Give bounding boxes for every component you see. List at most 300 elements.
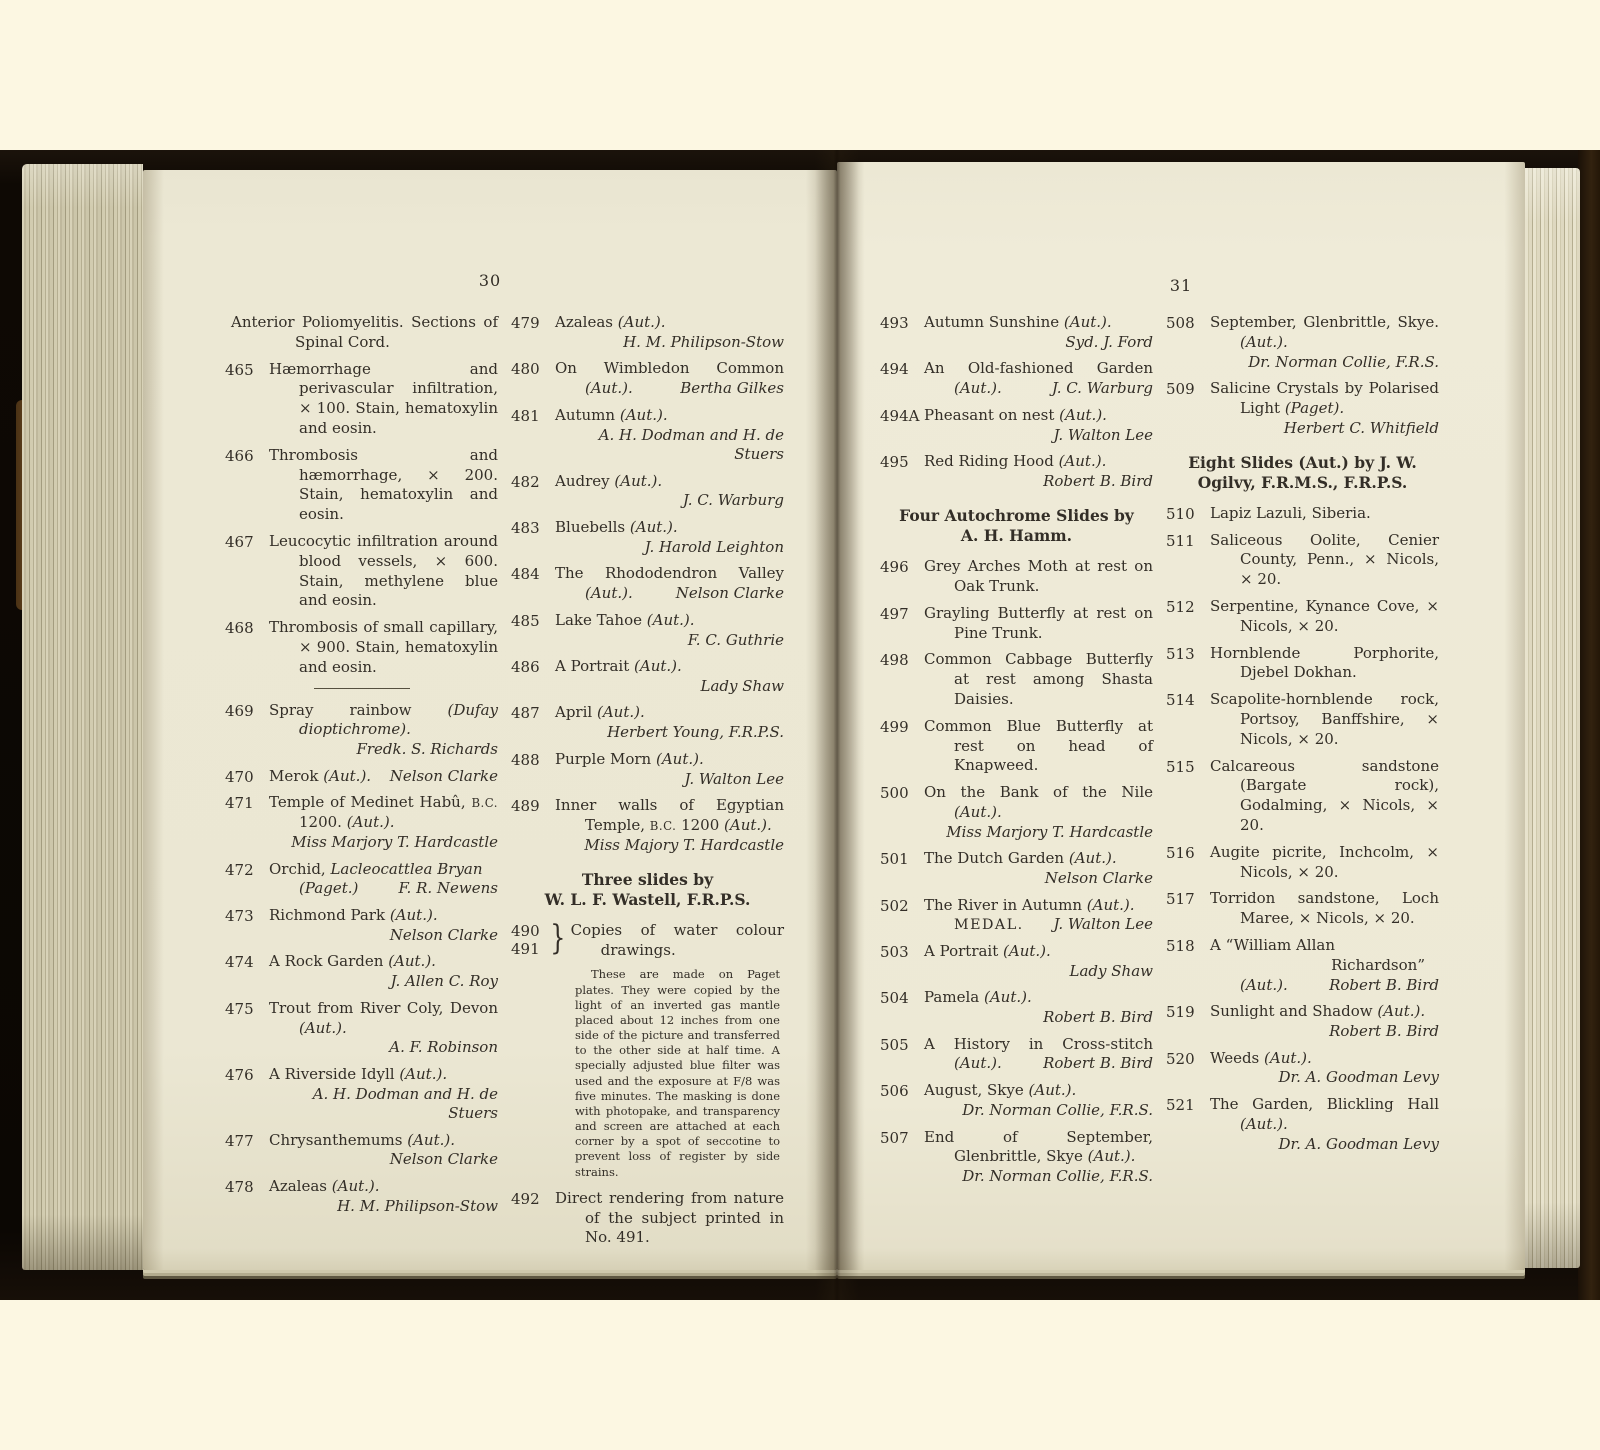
- entry-body: [555, 611, 784, 650]
- entry-number: 481: [511, 406, 540, 425]
- entry-title: Red Riding Hood (Aut.).: [924, 452, 1107, 471]
- entry-body: [1210, 889, 1439, 929]
- catalog-entry: [880, 313, 1153, 352]
- catalog-entry: [1166, 889, 1439, 929]
- section-heading-line: Three slides by: [581, 870, 714, 890]
- catalog-entry: [511, 703, 784, 742]
- entry-author: J. C. Warburg: [682, 491, 784, 510]
- catalog-entry: [1166, 379, 1439, 438]
- entry-author: Dr. Norman Collie, F.R.S.: [962, 1167, 1153, 1186]
- entry-title: The Dutch Garden (Aut.).: [924, 849, 1117, 868]
- title-segment: (Aut.).: [389, 906, 438, 925]
- entry-author: Robert B. Bird: [1043, 471, 1153, 490]
- entry-number: 487: [511, 704, 540, 723]
- entry-author: A. H. Dodman and H. de Stuers: [598, 425, 784, 464]
- entry-number: 473: [225, 907, 254, 926]
- catalog-entry: [1166, 644, 1439, 684]
- left-page-column-2: [511, 313, 784, 1255]
- entry-number: 484: [511, 565, 540, 584]
- entry-author: Miss Marjory T. Hardcastle: [946, 822, 1153, 841]
- entry-number: 474: [225, 953, 254, 972]
- entry-title: A History in Cross-stitch (Aut.). Robert B. Bird: [924, 1034, 1153, 1073]
- entry-title: Lapiz Lazuli, Siberia.: [1210, 503, 1371, 522]
- catalog-entry: [1166, 757, 1439, 836]
- entry-title: Saliceous Oolite, Cenier County, Penn., × Nicols, × 20.: [1210, 530, 1439, 589]
- catalog-entry: [511, 472, 784, 511]
- entry-number: 513: [1166, 644, 1195, 663]
- left-page-column-1: [225, 313, 498, 1255]
- catalog-entry: [511, 1189, 784, 1248]
- entry-body: [924, 896, 1153, 936]
- entry-body: [924, 452, 1153, 491]
- entry-body: [269, 906, 498, 945]
- entry-number: 511: [1166, 531, 1195, 550]
- catalog-entry: [1166, 1095, 1439, 1154]
- entry-author: Miss Marjory T. Hardcastle: [291, 833, 498, 852]
- title-segment: (Aut.).: [1058, 452, 1107, 471]
- entry-body: [269, 618, 498, 677]
- entry-number: 501: [880, 850, 909, 869]
- entry-body: [1210, 1095, 1439, 1154]
- entry-author: J. Walton Lee: [1053, 915, 1153, 934]
- entry-number: 512: [1166, 598, 1195, 617]
- catalog-entry: [880, 406, 1153, 445]
- entry-body: [924, 313, 1153, 352]
- entry-number: 477: [225, 1131, 254, 1150]
- entry-number: 492: [511, 1189, 540, 1208]
- entry-title: On the Bank of the Nile (Aut.).: [924, 783, 1153, 821]
- title-segment: B.C.: [649, 818, 677, 833]
- title-segment: Richardson”: [1331, 955, 1425, 974]
- title-segment: (Aut.).: [1063, 313, 1112, 331]
- title-segment: (Aut.).: [388, 952, 436, 971]
- entry-number: [511, 921, 555, 961]
- catalog-entry: [511, 796, 784, 855]
- entry-body: [269, 767, 498, 787]
- entry-author: F. R. Newens: [398, 879, 498, 898]
- entry-number: 517: [1166, 890, 1195, 909]
- entry-author: Nelson Clarke: [389, 925, 498, 944]
- entry-number: 467: [225, 532, 254, 551]
- entry-body: [269, 1065, 498, 1124]
- entry-title: Torridon sandstone, Loch Maree, × Nicols, × 20.: [1210, 889, 1439, 928]
- entry-body: [924, 783, 1153, 842]
- entry-title: End of September, Glenbrittle, Skye (Aut.).: [924, 1127, 1153, 1166]
- entry-body: [924, 557, 1153, 597]
- entry-author: H. M. Philipson-Stow: [623, 332, 784, 351]
- entry-title: The River in Autumn (Aut.). MEDAL. J. Walton Lee: [924, 895, 1153, 934]
- entry-title: Lake Tahoe (Aut.).: [555, 610, 695, 629]
- entry-body: [1210, 936, 1439, 995]
- entry-body: [924, 406, 1153, 445]
- title-segment: (Aut.).: [1003, 942, 1051, 961]
- entry-body: [269, 446, 498, 525]
- entry-author: Dr. Norman Collie, F.R.S.: [1248, 352, 1439, 371]
- divider-rule: [314, 688, 410, 689]
- entry-number: 499: [880, 717, 909, 736]
- entry-title: A Portrait (Aut.).: [924, 942, 1051, 961]
- catalog-entry: [1166, 843, 1439, 883]
- catalog-entry: [225, 313, 498, 353]
- entry-title: Bluebells (Aut.).: [555, 517, 678, 536]
- catalog-entry: [880, 942, 1153, 981]
- entry-title: Temple of Medinet Habû, B.C. 1200. (Aut.).: [269, 793, 498, 832]
- entry-title: Serpentine, Kynance Cove, × Nicols, × 20.: [1210, 597, 1439, 635]
- catalog-entry: [225, 999, 498, 1058]
- entry-number: 504: [880, 989, 909, 1008]
- entry-author: F. C. Guthrie: [687, 630, 784, 649]
- entry-number: 494: [880, 360, 909, 379]
- entry-number: 516: [1166, 843, 1195, 862]
- title-segment: MEDAL.: [954, 917, 1024, 934]
- entry-author: Robert B. Bird: [1329, 1022, 1439, 1041]
- catalog-entry: [1166, 313, 1439, 372]
- entry-body: [924, 1128, 1153, 1187]
- entry-number: 503: [880, 943, 909, 962]
- entry-body: [924, 1035, 1153, 1075]
- catalog-entry: [511, 750, 784, 789]
- catalog-entry: [225, 1131, 498, 1170]
- entry-title: Grayling Butterfly at rest on Pine Trunk.: [924, 603, 1153, 642]
- catalog-entry: [880, 849, 1153, 888]
- entry-title: Azaleas (Aut.).: [555, 313, 666, 331]
- entry-number: 506: [880, 1082, 909, 1101]
- entry-number: 500: [880, 784, 909, 803]
- entry-title: A Portrait (Aut.).: [555, 657, 682, 676]
- right-page: [837, 162, 1525, 1270]
- section-heading-line: Four Autochrome Slides by: [899, 506, 1134, 526]
- entry-body: [924, 849, 1153, 888]
- entry-body: [555, 657, 784, 696]
- entry-title: Orchid, Lacleocattlea Bryan (Paget.) F. R. Newens: [269, 859, 498, 898]
- entry-title: Direct rendering from nature of the subject printed in No. 491.: [555, 1188, 784, 1247]
- entry-body: [555, 313, 784, 352]
- entry-title: Common Blue Butterfly at rest on head of Knapweed.: [924, 716, 1153, 775]
- entry-author: Nelson Clarke: [389, 1150, 498, 1169]
- entry-body: [269, 860, 498, 900]
- catalog-entry: [511, 518, 784, 557]
- title-segment: (Aut.).: [1059, 405, 1107, 424]
- catalog-entry: [225, 952, 498, 991]
- entry-body: [1210, 597, 1439, 637]
- title-segment: (Aut.).: [331, 1176, 380, 1195]
- right-page-content: [880, 313, 1440, 1194]
- entry-body: [269, 999, 498, 1058]
- title-segment: (Aut.).: [614, 471, 663, 490]
- entry-body: [1210, 690, 1439, 749]
- title-segment: (Aut.).: [1240, 332, 1288, 351]
- entry-title: Hæmorrhage and perivascular infiltration, × 100. Stain, hematoxylin and eosin.: [269, 359, 498, 437]
- title-segment: (Aut.).: [655, 749, 704, 768]
- title-segment: (Aut.).: [617, 313, 666, 331]
- entry-body: [1210, 531, 1439, 590]
- catalog-entry: [1166, 1002, 1439, 1041]
- catalog-entry: [511, 657, 784, 696]
- entry-body: [924, 359, 1153, 399]
- entry-author: Fredk. S. Richards: [356, 740, 498, 759]
- title-segment: (Aut.).: [1264, 1048, 1312, 1067]
- entry-title: Calcareous sandstone (Bargate rock), Godalming, × Nicols, × 20.: [1210, 756, 1439, 834]
- entry-body: [555, 703, 784, 742]
- entry-body: [269, 1177, 498, 1216]
- title-segment: (Aut.).: [1240, 1114, 1288, 1133]
- title-segment: (Dufay dioptichrome).: [299, 700, 498, 739]
- title-segment: (Aut.).: [1086, 895, 1135, 914]
- entry-title: Merok (Aut.). Nelson Clarke: [269, 766, 498, 785]
- catalog-entry: [225, 1065, 498, 1124]
- entry-title: On Wimbledon Common (Aut.). Bertha Gilkes: [555, 359, 784, 398]
- catalog-entry: [511, 406, 784, 465]
- entry-author: J. C. Warburg: [1051, 379, 1153, 398]
- process-note: These are made on Paget plates. They were copied by the light of an inverted gas mantle placed about 12 inches from one side of the picture and transferred to the other side at half time. A specially adjusted blue filter was used and the exposure at F/8 was five minutes. The masking is done with photopake, and transparency and screen are attached at each corner by a spot of seccotine to prevent loss of register by side strains.: [575, 967, 780, 1179]
- entry-author: Robert B. Bird: [1043, 1054, 1153, 1073]
- entry-title: Anterior Poliomyelitis. Sections of Spinal Cord.: [231, 313, 498, 351]
- entry-author: Robert B. Bird: [1329, 975, 1439, 994]
- entry-number: 518: [1166, 936, 1195, 955]
- title-segment: Lacleocattlea Bryan: [330, 859, 483, 878]
- entry-title: The Rhododendron Valley (Aut.). Nelson Clarke: [555, 564, 784, 603]
- catalog-entry: [880, 717, 1153, 776]
- entry-number: 470: [225, 767, 254, 786]
- entry-title: Copies of water colour drawings.: [570, 920, 784, 959]
- entry-title: April (Aut.).: [555, 703, 645, 722]
- catalog-entry: [1166, 936, 1439, 995]
- title-segment: (Aut.).: [1240, 975, 1288, 994]
- title-segment: B.C.: [471, 796, 498, 811]
- entry-author: Herbert C. Whitfield: [1283, 418, 1439, 437]
- title-segment: (Paget.): [299, 879, 359, 898]
- entry-body: [1210, 504, 1439, 524]
- catalog-entry: [511, 313, 784, 352]
- entry-body: [555, 796, 784, 855]
- entry-title: Azaleas (Aut.).: [269, 1176, 380, 1195]
- entry-body: [555, 518, 784, 557]
- catalog-entry: [880, 1081, 1153, 1120]
- right-page-column-2: [1166, 313, 1439, 1194]
- entry-number: 478: [225, 1177, 254, 1196]
- title-segment: (Aut.).: [407, 1130, 455, 1149]
- entry-title: Weeds (Aut.).: [1210, 1048, 1312, 1067]
- catalog-entry: [511, 917, 784, 961]
- entry-number: 520: [1166, 1049, 1195, 1068]
- title-segment: (Aut.).: [1087, 1147, 1136, 1166]
- section-heading: [511, 870, 784, 910]
- entry-number: 486: [511, 658, 540, 677]
- entry-body: [269, 952, 498, 991]
- entry-title: A Riverside Idyll (Aut.).: [269, 1064, 448, 1083]
- entry-number: 465: [225, 360, 254, 379]
- entry-body: [1210, 379, 1439, 438]
- entry-number: 471: [225, 794, 254, 813]
- entry-number: 469: [225, 701, 254, 720]
- entry-author: A. H. Dodman and H. de Stuers: [312, 1084, 498, 1123]
- entry-title: Augite picrite, Inchcolm, × Nicols, × 20.: [1210, 842, 1439, 881]
- entry-author: H. M. Philipson-Stow: [337, 1196, 498, 1215]
- left-page-stack-edge: [22, 164, 143, 1270]
- entry-body: [1210, 644, 1439, 684]
- entry-body: [1210, 843, 1439, 883]
- section-heading: [1166, 453, 1439, 493]
- entry-author: Miss Majory T. Hardcastle: [584, 835, 784, 854]
- entry-body: [924, 942, 1153, 981]
- entry-number: 493: [880, 314, 909, 332]
- title-segment: (Aut.).: [634, 657, 682, 676]
- entry-body: [1210, 1002, 1439, 1041]
- entry-number: 475: [225, 999, 254, 1018]
- entry-author: Nelson Clarke: [675, 584, 784, 603]
- title-segment: (Aut.).: [1068, 849, 1117, 868]
- entry-number: 494A: [880, 406, 920, 425]
- entry-title: A “William Allan Richardson” (Aut.). Robert B. Bird: [1210, 935, 1439, 994]
- entry-number-line: 490: [511, 921, 540, 940]
- catalog-entry: [511, 359, 784, 399]
- book-cover-right-edge: [1578, 150, 1600, 1300]
- entry-number: 496: [880, 558, 909, 577]
- title-segment: (Aut.).: [323, 766, 372, 785]
- catalog-entry: [1166, 690, 1439, 749]
- entry-number: 466: [225, 446, 254, 465]
- entry-number: 479: [511, 314, 540, 332]
- catalog-entry: [225, 1177, 498, 1216]
- title-segment: (Aut.).: [954, 1054, 1002, 1073]
- catalog-entry: [225, 360, 498, 439]
- catalog-entry: [880, 783, 1153, 842]
- entry-title: Spray rainbow (Dufay dioptichrome).: [269, 700, 498, 739]
- left-page: [143, 170, 837, 1270]
- entry-body: [924, 1081, 1153, 1120]
- entry-title: Grey Arches Moth at rest on Oak Trunk.: [924, 557, 1153, 595]
- entry-author: Lady Shaw: [700, 676, 784, 695]
- entry-author: Syd. J. Ford: [1065, 332, 1153, 351]
- entry-number: 476: [225, 1065, 254, 1084]
- entry-body: [269, 532, 498, 611]
- entry-author: Nelson Clarke: [389, 766, 498, 785]
- title-segment: (Aut.).: [619, 405, 668, 424]
- entry-number: 502: [880, 896, 909, 915]
- left-page-content: [225, 313, 785, 1255]
- entry-body: [269, 360, 498, 439]
- catalog-entry: [225, 532, 498, 611]
- title-segment: (Aut.).: [983, 988, 1032, 1007]
- entry-number: 489: [511, 797, 540, 816]
- entry-number: 472: [225, 860, 254, 879]
- entry-number: 483: [511, 518, 540, 537]
- catalog-entry: [1166, 1049, 1439, 1088]
- catalog-entry: [225, 446, 498, 525]
- section-heading-line: Eight Slides (Aut.) by J. W.: [1188, 453, 1417, 473]
- entry-number: 495: [880, 453, 909, 472]
- entry-number: 510: [1166, 504, 1195, 523]
- entry-number: 521: [1166, 1095, 1195, 1114]
- entry-body: [924, 717, 1153, 776]
- entry-number: 482: [511, 472, 540, 491]
- entry-author: J. Allen C. Roy: [390, 972, 498, 991]
- entry-title: September, Glenbrittle, Skye. (Aut.).: [1210, 313, 1439, 351]
- catalog-entry: [880, 359, 1153, 399]
- entry-number: 480: [511, 360, 540, 379]
- entry-body: [571, 921, 784, 961]
- title-segment: (Aut.).: [646, 610, 695, 629]
- entry-author: J. Walton Lee: [684, 769, 784, 788]
- entry-author: Robert B. Bird: [1043, 1008, 1153, 1027]
- entry-title: The Garden, Blickling Hall (Aut.).: [1210, 1094, 1439, 1133]
- entry-body: [1210, 1049, 1439, 1088]
- section-heading-line: A. H. Hamm.: [960, 526, 1073, 546]
- entry-body: [1210, 757, 1439, 836]
- entry-number: 509: [1166, 380, 1195, 399]
- entry-title: Common Cabbage Butterfly at rest among Shasta Daisies.: [924, 650, 1153, 708]
- entry-body: [1210, 313, 1439, 372]
- entry-title: A Rock Garden (Aut.).: [269, 952, 436, 971]
- entry-number: 519: [1166, 1003, 1195, 1022]
- right-page-column-1: [880, 313, 1153, 1194]
- entry-number: 508: [1166, 314, 1195, 332]
- brace-glyph: }: [550, 917, 566, 958]
- entry-title: August, Skye (Aut.).: [924, 1081, 1077, 1100]
- entry-body: [924, 988, 1153, 1027]
- title-segment: (Aut.).: [596, 703, 645, 722]
- entry-number: 468: [225, 619, 254, 638]
- entry-author: Dr. A. Goodman Levy: [1278, 1134, 1439, 1153]
- entry-author: Dr. Norman Collie, F.R.S.: [962, 1101, 1153, 1120]
- entry-title: Chrysanthemums (Aut.).: [269, 1130, 455, 1149]
- entry-number: 505: [880, 1035, 909, 1054]
- entry-body: [555, 750, 784, 789]
- section-heading-line: W. L. F. Wastell, F.R.P.S.: [544, 889, 751, 909]
- catalog-entry: [880, 650, 1153, 709]
- title-segment: (Aut.).: [399, 1064, 448, 1083]
- entry-author: Herbert Young, F.R.P.S.: [607, 723, 784, 742]
- entry-author: J. Harold Leighton: [644, 537, 784, 556]
- entry-title: Leucocytic infiltration around blood vessels, × 600. Stain, methylene blue and eosin.: [269, 531, 498, 610]
- entry-body: [225, 313, 498, 353]
- entry-body: [555, 564, 784, 604]
- title-segment: (Aut.).: [1377, 1002, 1426, 1021]
- entry-title: Purple Morn (Aut.).: [555, 749, 704, 768]
- catalog-entry: [880, 1035, 1153, 1075]
- page-number-left: 30: [478, 271, 502, 290]
- entry-body: [269, 701, 498, 760]
- title-segment: (Paget).: [1284, 398, 1345, 417]
- catalog-entry: [225, 767, 498, 787]
- catalog-entry: [880, 604, 1153, 644]
- entry-number: 497: [880, 604, 909, 623]
- title-segment: (Aut.).: [585, 584, 633, 603]
- entry-number: 514: [1166, 691, 1195, 710]
- entry-body: [269, 1131, 498, 1170]
- entry-body: [924, 650, 1153, 709]
- entry-title: Sunlight and Shadow (Aut.).: [1210, 1002, 1426, 1021]
- entry-title: Autumn (Aut.).: [555, 405, 668, 424]
- entry-author: Lady Shaw: [1069, 961, 1153, 980]
- entry-body: [555, 1189, 784, 1248]
- entry-author: A. F. Robinson: [389, 1038, 498, 1057]
- entry-body: [555, 472, 784, 511]
- entry-title: Pamela (Aut.).: [924, 988, 1032, 1007]
- catalog-entry: [880, 896, 1153, 936]
- title-segment: (Aut.).: [1028, 1081, 1077, 1100]
- entry-title: Hornblende Porphorite, Djebel Dokhan.: [1210, 643, 1439, 682]
- entry-author: J. Walton Lee: [1053, 425, 1153, 444]
- catalog-entry: [880, 1128, 1153, 1187]
- right-page-stack-edge: [1525, 168, 1580, 1268]
- entry-title: Thrombosis and hæmorrhage, × 200. Stain, hematoxylin and eosin.: [269, 445, 498, 524]
- entry-title: Audrey (Aut.).: [555, 471, 663, 490]
- entry-author: Bertha Gilkes: [680, 379, 784, 398]
- catalog-entry: [511, 611, 784, 650]
- title-segment: (Aut.).: [724, 815, 772, 834]
- entry-number: 498: [880, 651, 909, 670]
